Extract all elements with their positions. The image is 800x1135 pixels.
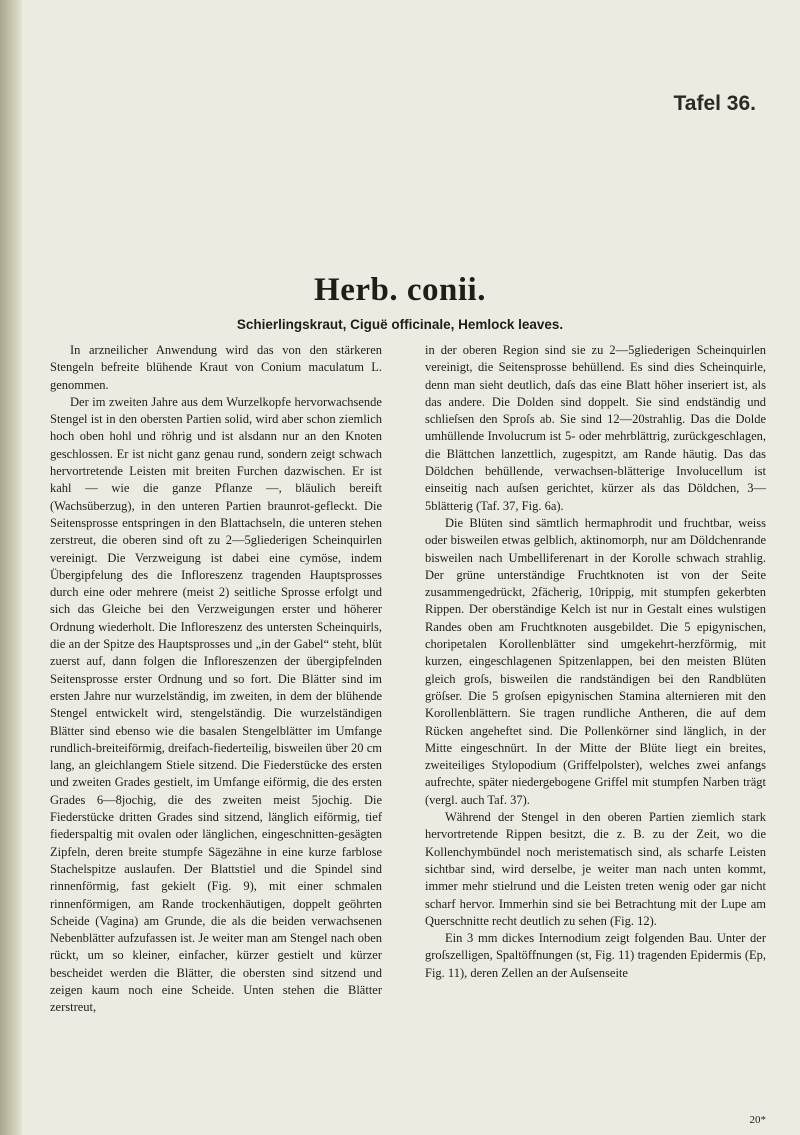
- left-text-column: [50, 342, 382, 1017]
- paragraph: Die Blüten sind sämtlich hermaphrodit und fruchtbar, weiss oder bisweilen etwas gelblich, aktinomorph, nur am Döldchenrande bisweilen nach Umbelliferenart in der Korolle schwach strahlig. Der grüne unterständige Fruchtknoten ist von der Seite zusammengedrückt, 2fächerig, 10rippig, mit stumpfen gekerbten Rippen. Der oberständige Kelch ist nur in Gestalt eines wulstigen Randes oben am Fruchtknoten ausgebildet. Die 5 epigynischen, choripetalen Korollenblätter sind umgekehrt-herzförmig, mit kurzen, eingeschlagenen Spitzenlappen, bei den meisten Blüten gleich groſs, bisweilen die randständigen bei den Randblüten gröſser. Die 5 groſsen epigynischen Stamina alternieren mit den Korollenblättern. Sie tragen rundliche Antheren, die auf dem Rücken angeheftet sind. Die Pollenkörner sind länglich, in der Mitte eingeschnürt. In der Mitte der Blüte liegt ein breites, zweiteiliges Stylopodium (Griffelpolster), welches zwei anfangs aufrechte, später niedergebogene Griffel mit stumpfen Narben trägt (vergl. auch Taf. 37).: [425, 515, 766, 807]
- paragraph: Der im zweiten Jahre aus dem Wurzelkopfe hervorwachsende Stengel ist in den obersten Partien solid, wird aber schon ziemlich hoch oben hohl und röhrig und ist alsdann nur an den Knoten geschlossen. Er ist nicht ganz genau rund, sondern zeigt schwach hervortretende Leisten mit breiten Furchen dazwischen. Er ist kahl — wie die ganze Pflanze —, bläulich bereift (Wachsüberzug), in den unteren Partien braunrot-gefleckt. Die Seitensprosse entspringen in den Blattachseln, die unteren stehen zerstreut, die oberen sind oft zu 2—5gliederigen Scheinquirlen vereinigt. Die Verzweigung ist dabei eine cymöse, indem Übergipfelung des die Infloreszenz tragenden Hauptsprosses durch eine oder mehrere (meist 2) seitliche Sprosse erfolgt und sich das Gleiche bei den Verzweigungen erster und höherer Ordnung wiederholt. Die Infloreszenz des untersten Scheinquirls, die an der Spitze des Hauptsprosses und „in der Gabel“ steht, blüt zuerst auf, dann folgen die Infloreszenzen der übergipfelnden Seitensprosse erster Ordnung und so fort. Die Blätter sind im ersten Jahre nur wurzelständig, im zweiten, in dem der blühende Stengel entwickelt wird, stengelständig. Die wurzelständigen Blätter sind ebenso wie die basalen Stengelblätter im Umfange rundlich-breiteiförmig, dreifach-fiederteilig, bisweilen über 20 cm lang, an gleichlangem Stiele sitzend. Die Fiederstücke des ersten und zweiten Grades gestielt, im Umfange eiförmig, die des ersten Grades 6—8jochig, die des zweiten meist 5jochig. Die Fiederstücke dritten Grades sind sitzend, länglich eiförmig, tief fiederspaltig mit ovalen oder länglichen, eingeschnitten-gesägten Zipfeln, deren breite stumpfe Sägezähne in eine kurze farblose Stachelspitze auslaufen. Der Blattstiel und die Spindel sind rinnenförmig, fast gekielt (Fig. 9), mit einer schmalen rinnenförmigen, am Rande trockenhäutigen, doppelt geöhrten Scheide (Vagina) am Grunde, die als die beiden verwachsenen Nebenblätter aufzufassen ist. Je weiter man am Stengel nach oben rückt, um so kleiner, einfacher, kürzer gestielt und kürzer bescheidet werden die Blätter, die obersten sind sitzend und zeigen kaum noch eine Scheide. Unten stehen die Blätter zerstreut,: [50, 394, 382, 1015]
- paragraph: Ein 3 mm dickes Internodium zeigt folgenden Bau. Unter der groſszelligen, Spaltöffnungen (st, Fig. 11) tragenden Epidermis (Ep, Fig. 11), deren Zellen an der Auſsenseite: [425, 931, 766, 980]
- plate-number: Tafel 36.: [673, 92, 756, 115]
- printer-signature: 20*: [749, 1114, 766, 1126]
- paragraph: in der oberen Region sind sie zu 2—5gliederigen Scheinquirlen vereinigt, die Seitensprosse behüllend. Es sind dies Scheinquirle, denn man sieht deutlich, daſs das eine Blatt höher inseriert ist, als das andere. Die Dolden sind doppelt. Sie sind endständig und schlieſsen den Sproſs ab. Sie sind 12—20strahlig. Das die Dolde umhüllende Involucrum ist 5- oder mehrblättrig, zurückgeschlagen, die Blättchen lanzettlich, zugespitzt, am Rande häutig. Das das Döldchen behüllende, verwachsen-blätterige Involucellum ist einseitig nach auſsen gerichtet, kürzer als das Döldchen, 3—5blätterig (Taf. 37, Fig. 6a).: [425, 343, 766, 513]
- paragraph: In arzneilicher Anwendung wird das von den stärkeren Stengeln befreite blühende Kraut von Conium maculatum L. genommen.: [50, 343, 382, 392]
- page-title: Herb. conii.: [314, 272, 486, 308]
- page-subtitle: Schierlingskraut, Ciguë officinale, Hemlock leaves.: [236, 317, 564, 332]
- paragraph: Während der Stengel in den oberen Partien ziemlich stark hervortretende Rippen besitzt, die z. B. zu der Zeit, wo die Kollenchymbündel noch meristematisch sind, als scharfe Leisten sichtbar sind, wird derselbe, je weiter man nach unten kommt, immer mehr stielrund und die Leisten treten wenig oder gar nicht scharf hervor. Immerhin sind sie bei Betrachtung mit der Lupe am Querschnitte recht deutlich zu sehen (Fig. 12).: [425, 810, 766, 928]
- right-text-column: [425, 342, 766, 982]
- page-binding-shadow: [0, 0, 22, 1135]
